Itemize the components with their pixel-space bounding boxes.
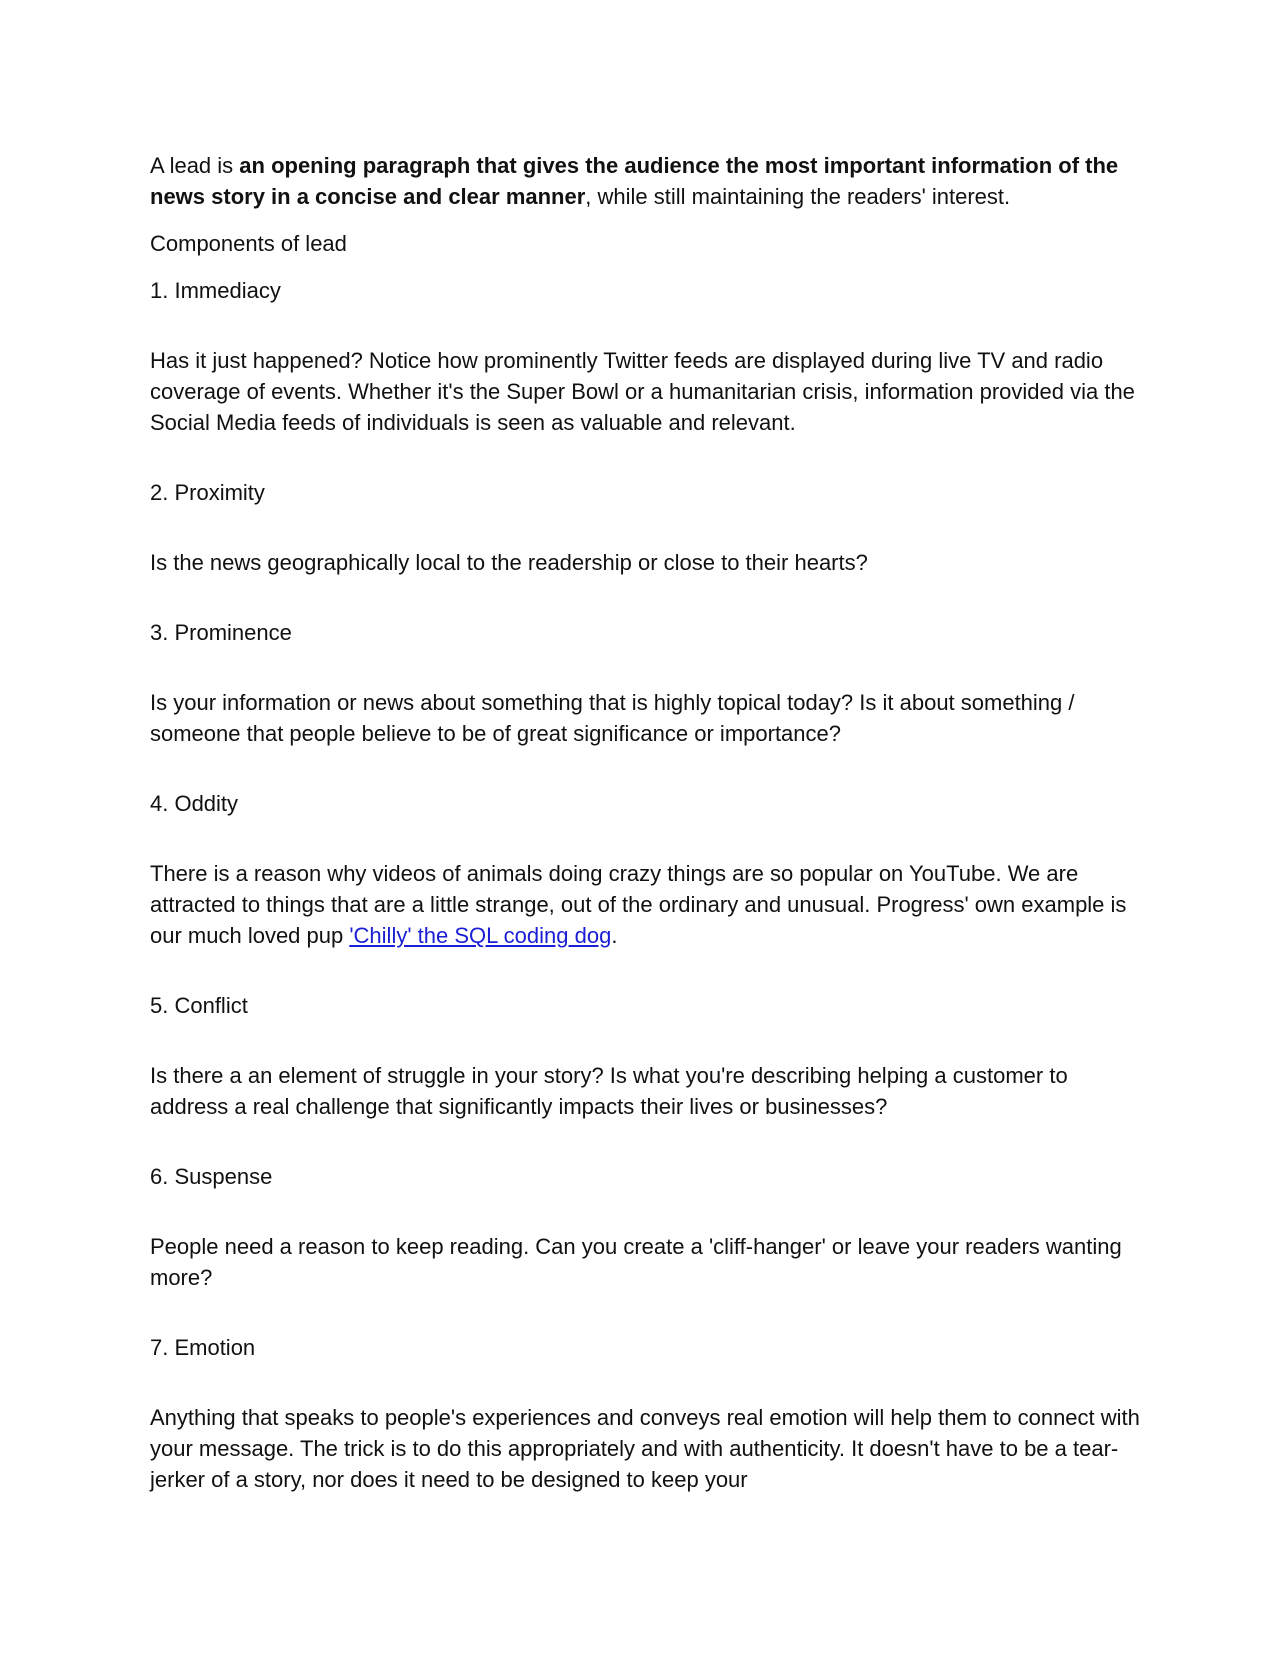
item-body-suspense: People need a reason to keep reading. Can you create a 'cliff-hanger' or leave your readers wanting more?: [150, 1234, 1122, 1290]
item-body-conflict: Is there a an element of struggle in your story? Is what you're describing helping a customer to address a real challenge that significantly impacts their lives or businesses?: [150, 1063, 1068, 1119]
oddity-body-end: .: [611, 923, 618, 948]
item-body-immediacy: Has it just happened? Notice how prominently Twitter feeds are displayed during live TV and radio coverage of events. Whether it's the Super Bowl or a humanitarian crisis, information provided via the Social Media feeds of individuals is seen as valuable and relevant.: [150, 348, 1135, 435]
document-body: [150, 150, 1140, 1534]
item-title-proximity: 2. Proximity: [150, 480, 265, 505]
chilly-dog-link[interactable]: 'Chilly' the SQL coding dog: [349, 923, 612, 948]
intro-paragraph: [150, 150, 1140, 212]
item-body-emotion: Anything that speaks to people's experiences and conveys real emotion will help them to connect with your message. The trick is to do this appropriately and with authenticity. It doesn't have to be a tear-jerker of a story, nor does it need to be designed to keep your: [150, 1405, 1140, 1492]
item-title-suspense: 6. Suspense: [150, 1164, 273, 1189]
item-title-conflict: 5. Conflict: [150, 993, 248, 1018]
section-heading: Components of lead: [150, 231, 347, 256]
intro-bold-definition: an opening paragraph that gives the audience the most important information of the news story in a concise and clear manner: [150, 153, 1119, 209]
item-title-emotion: 7. Emotion: [150, 1335, 256, 1360]
intro-prefix: A lead is: [150, 153, 240, 178]
item-title-oddity: 4. Oddity: [150, 791, 239, 816]
item-title-immediacy: 1. Immediacy: [150, 278, 281, 303]
intro-suffix: , while still maintaining the readers' interest.: [585, 184, 1011, 209]
item-body-proximity: Is the news geographically local to the readership or close to their hearts?: [150, 550, 868, 575]
item-title-prominence: 3. Prominence: [150, 620, 292, 645]
item-body-prominence: Is your information or news about something that is highly topical today? Is it about something / someone that people believe to be of great significance or importance?: [150, 690, 1075, 746]
item-body-oddity: [150, 858, 1140, 951]
oddity-body-text: There is a reason why videos of animals doing crazy things are so popular on YouTube. We are attracted to things that are a little strange, out of the ordinary and unusual. Progress' own example is our much loved pup: [150, 861, 1127, 948]
